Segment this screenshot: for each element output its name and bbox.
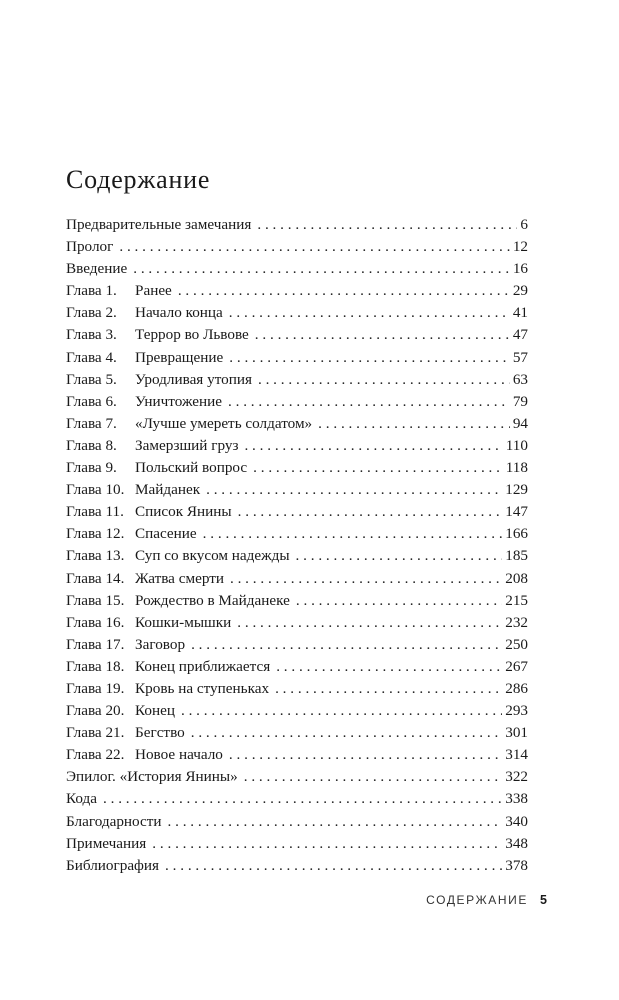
toc-entry-title: Конец приближается [135, 657, 271, 675]
toc-entry[interactable] [66, 280, 528, 302]
toc-page-number: 16 [512, 260, 528, 278]
toc-chapter-number: Глава 12. [66, 525, 125, 543]
toc-entry-title: Предварительные замечания [66, 216, 252, 233]
toc-entry[interactable] [66, 479, 528, 501]
toc-dot-leader [276, 656, 502, 678]
toc-entry-title: Замерзший груз [135, 436, 239, 454]
toc-entry-title: Пролог [66, 238, 114, 256]
toc-page-number: 185 [505, 547, 528, 565]
toc-page-number: 301 [505, 724, 528, 742]
toc-page-number: 378 [505, 856, 528, 874]
toc-entry-title: Новое начало [135, 746, 223, 764]
toc-entry[interactable] [66, 369, 528, 391]
toc-entry[interactable] [66, 811, 528, 833]
toc-chapter-number: Глава 3. [66, 326, 117, 344]
toc-page-number: 293 [505, 702, 528, 720]
toc-entry[interactable] [66, 590, 528, 612]
toc-entry[interactable] [66, 612, 528, 634]
toc-dot-leader [228, 391, 510, 413]
toc-dot-leader [258, 369, 510, 391]
toc-chapter-number: Глава 18. [66, 657, 125, 675]
toc-entry-title: Кода [66, 790, 97, 808]
toc-chapter-number: Глава 6. [66, 392, 117, 410]
toc-entry-title: Уничтожение [135, 392, 222, 410]
toc-page-number: 6 [520, 216, 528, 233]
toc-dot-leader [206, 479, 502, 501]
toc-entry[interactable] [66, 833, 528, 855]
toc-entry-title: Польский вопрос [135, 459, 248, 477]
toc-dot-leader [103, 788, 502, 810]
toc-dot-leader [178, 280, 510, 302]
toc-chapter-number: Глава 20. [66, 702, 125, 720]
toc-page-number: 208 [505, 569, 528, 587]
toc-dot-leader [133, 258, 510, 280]
running-footer: СОДЕРЖАНИЕ [426, 893, 528, 907]
toc-page-number: 41 [512, 304, 528, 322]
toc-entry[interactable] [66, 501, 528, 523]
toc-chapter-number: Глава 9. [66, 459, 117, 477]
toc-dot-leader [229, 347, 510, 369]
toc-entry[interactable] [66, 545, 528, 567]
toc-entry[interactable] [66, 788, 528, 810]
toc-page-number: 340 [505, 812, 528, 830]
toc-dot-leader [244, 435, 502, 457]
toc-entry-title: Список Янины [135, 503, 232, 521]
toc-dot-leader [257, 214, 517, 236]
toc-dot-leader [229, 302, 510, 324]
toc-dot-leader [296, 590, 502, 612]
page-title: Содержание [66, 165, 211, 194]
toc-chapter-number: Глава 8. [66, 436, 117, 454]
toc-dot-leader [275, 678, 502, 700]
toc-entry-title: Уродливая утопия [135, 370, 252, 388]
toc-entry-title: Эпилог. «История Янины» [66, 768, 238, 786]
toc-entry-title: Кровь на ступеньках [135, 679, 270, 697]
toc-chapter-number: Глава 16. [66, 613, 125, 631]
toc-page-number: 322 [505, 768, 528, 786]
toc-entry[interactable] [66, 236, 528, 258]
toc-entry[interactable] [66, 435, 528, 457]
toc-entry-title: Суп со вкусом надежды [135, 547, 290, 565]
toc-page-number: 110 [505, 436, 528, 454]
toc-entry-title: Введение [66, 260, 128, 278]
toc-entry-title: Террор во Львове [135, 326, 249, 344]
toc-dot-leader [253, 457, 503, 479]
toc-dot-leader [255, 324, 510, 346]
toc-dot-leader [119, 236, 509, 258]
toc-dot-leader [165, 855, 502, 877]
toc-page-number: 314 [505, 746, 528, 764]
toc-entry[interactable] [66, 457, 528, 479]
toc-entry-title: Спасение [135, 525, 197, 543]
toc-entry-title: Жатва смерти [135, 569, 224, 587]
toc-entry[interactable] [66, 766, 528, 788]
toc-entry-title: Заговор [135, 635, 186, 653]
toc-entry-title: «Лучше умереть солдатом» [135, 414, 313, 432]
toc-dot-leader [237, 612, 502, 634]
toc-entry-title: Кошки-мышки [135, 613, 232, 631]
toc-page-number: 63 [512, 370, 528, 388]
toc-chapter-number: Глава 5. [66, 370, 117, 388]
footer-page-number: 5 [540, 893, 547, 907]
toc-entry[interactable] [66, 722, 528, 744]
toc-chapter-number: Глава 2. [66, 304, 117, 322]
toc-page-number: 29 [512, 282, 528, 300]
toc-chapter-number: Глава 1. [66, 282, 117, 300]
toc-chapter-number: Глава 7. [66, 414, 117, 432]
toc-page-number: 129 [505, 481, 528, 499]
toc-page-number: 348 [505, 834, 528, 852]
toc-entry[interactable] [66, 391, 528, 413]
toc-page-number: 338 [505, 790, 528, 808]
toc-chapter-number: Глава 10. [66, 481, 125, 499]
toc-chapter-number: Глава 13. [66, 547, 125, 565]
toc-entry[interactable] [66, 855, 528, 877]
toc-chapter-number: Глава 21. [66, 724, 125, 742]
toc-entry[interactable] [66, 324, 528, 346]
toc-entry[interactable] [66, 744, 528, 766]
toc-dot-leader [296, 545, 503, 567]
toc-page-number: 57 [512, 348, 528, 366]
toc-page-number: 232 [505, 613, 528, 631]
toc-page-number: 250 [505, 635, 528, 653]
toc-entry[interactable] [66, 634, 528, 656]
toc-dot-leader [191, 722, 502, 744]
toc-entry[interactable] [66, 523, 528, 545]
toc-dot-leader [318, 413, 510, 435]
toc-entry[interactable] [66, 656, 528, 678]
toc-entry[interactable] [66, 678, 528, 700]
toc-entry-title: Рождество в Майданеке [135, 591, 290, 609]
table-of-contents [66, 214, 528, 877]
toc-entry-title: Библиография [66, 856, 160, 874]
toc-dot-leader [191, 634, 502, 656]
toc-dot-leader [229, 744, 502, 766]
toc-dot-leader [152, 833, 502, 855]
toc-entry-title: Бегство [135, 724, 185, 742]
toc-chapter-number: Глава 14. [66, 569, 125, 587]
toc-entry-title: Конец [135, 702, 175, 720]
toc-chapter-number: Глава 4. [66, 348, 117, 366]
toc-dot-leader [168, 811, 503, 833]
toc-page-number: 12 [512, 238, 528, 256]
toc-page-number: 286 [505, 679, 528, 697]
toc-entry[interactable] [66, 258, 528, 280]
toc-entry[interactable] [66, 568, 528, 590]
toc-dot-leader [203, 523, 503, 545]
toc-dot-leader [244, 766, 503, 788]
toc-page-number: 118 [505, 459, 528, 477]
toc-entry-title: Превращение [135, 348, 224, 366]
toc-dot-leader [230, 568, 502, 590]
toc-page-number: 215 [505, 591, 528, 609]
toc-entry-title: Благодарности [66, 812, 162, 830]
toc-dot-leader [181, 700, 502, 722]
toc-entry[interactable] [66, 347, 528, 369]
toc-chapter-number: Глава 19. [66, 679, 125, 697]
toc-chapter-number: Глава 11. [66, 503, 124, 521]
toc-page-number: 267 [505, 657, 528, 675]
toc-entry-title: Начало конца [135, 304, 223, 322]
toc-chapter-number: Глава 22. [66, 746, 125, 764]
toc-page-number: 166 [505, 525, 528, 543]
toc-page-number: 79 [512, 392, 528, 410]
toc-entry[interactable] [66, 302, 528, 324]
toc-entry-title: Примечания [66, 834, 147, 852]
toc-page-number: 94 [512, 414, 528, 432]
toc-page-number: 47 [512, 326, 528, 344]
toc-entry-title: Майданек [135, 481, 201, 499]
toc-entry[interactable] [66, 700, 528, 722]
toc-entry-title: Ранее [135, 282, 172, 300]
toc-page-number: 147 [505, 503, 528, 521]
toc-entry[interactable] [66, 214, 528, 236]
toc-chapter-number: Глава 17. [66, 635, 125, 653]
toc-dot-leader [238, 501, 503, 523]
toc-entry[interactable] [66, 413, 528, 435]
toc-chapter-number: Глава 15. [66, 591, 125, 609]
